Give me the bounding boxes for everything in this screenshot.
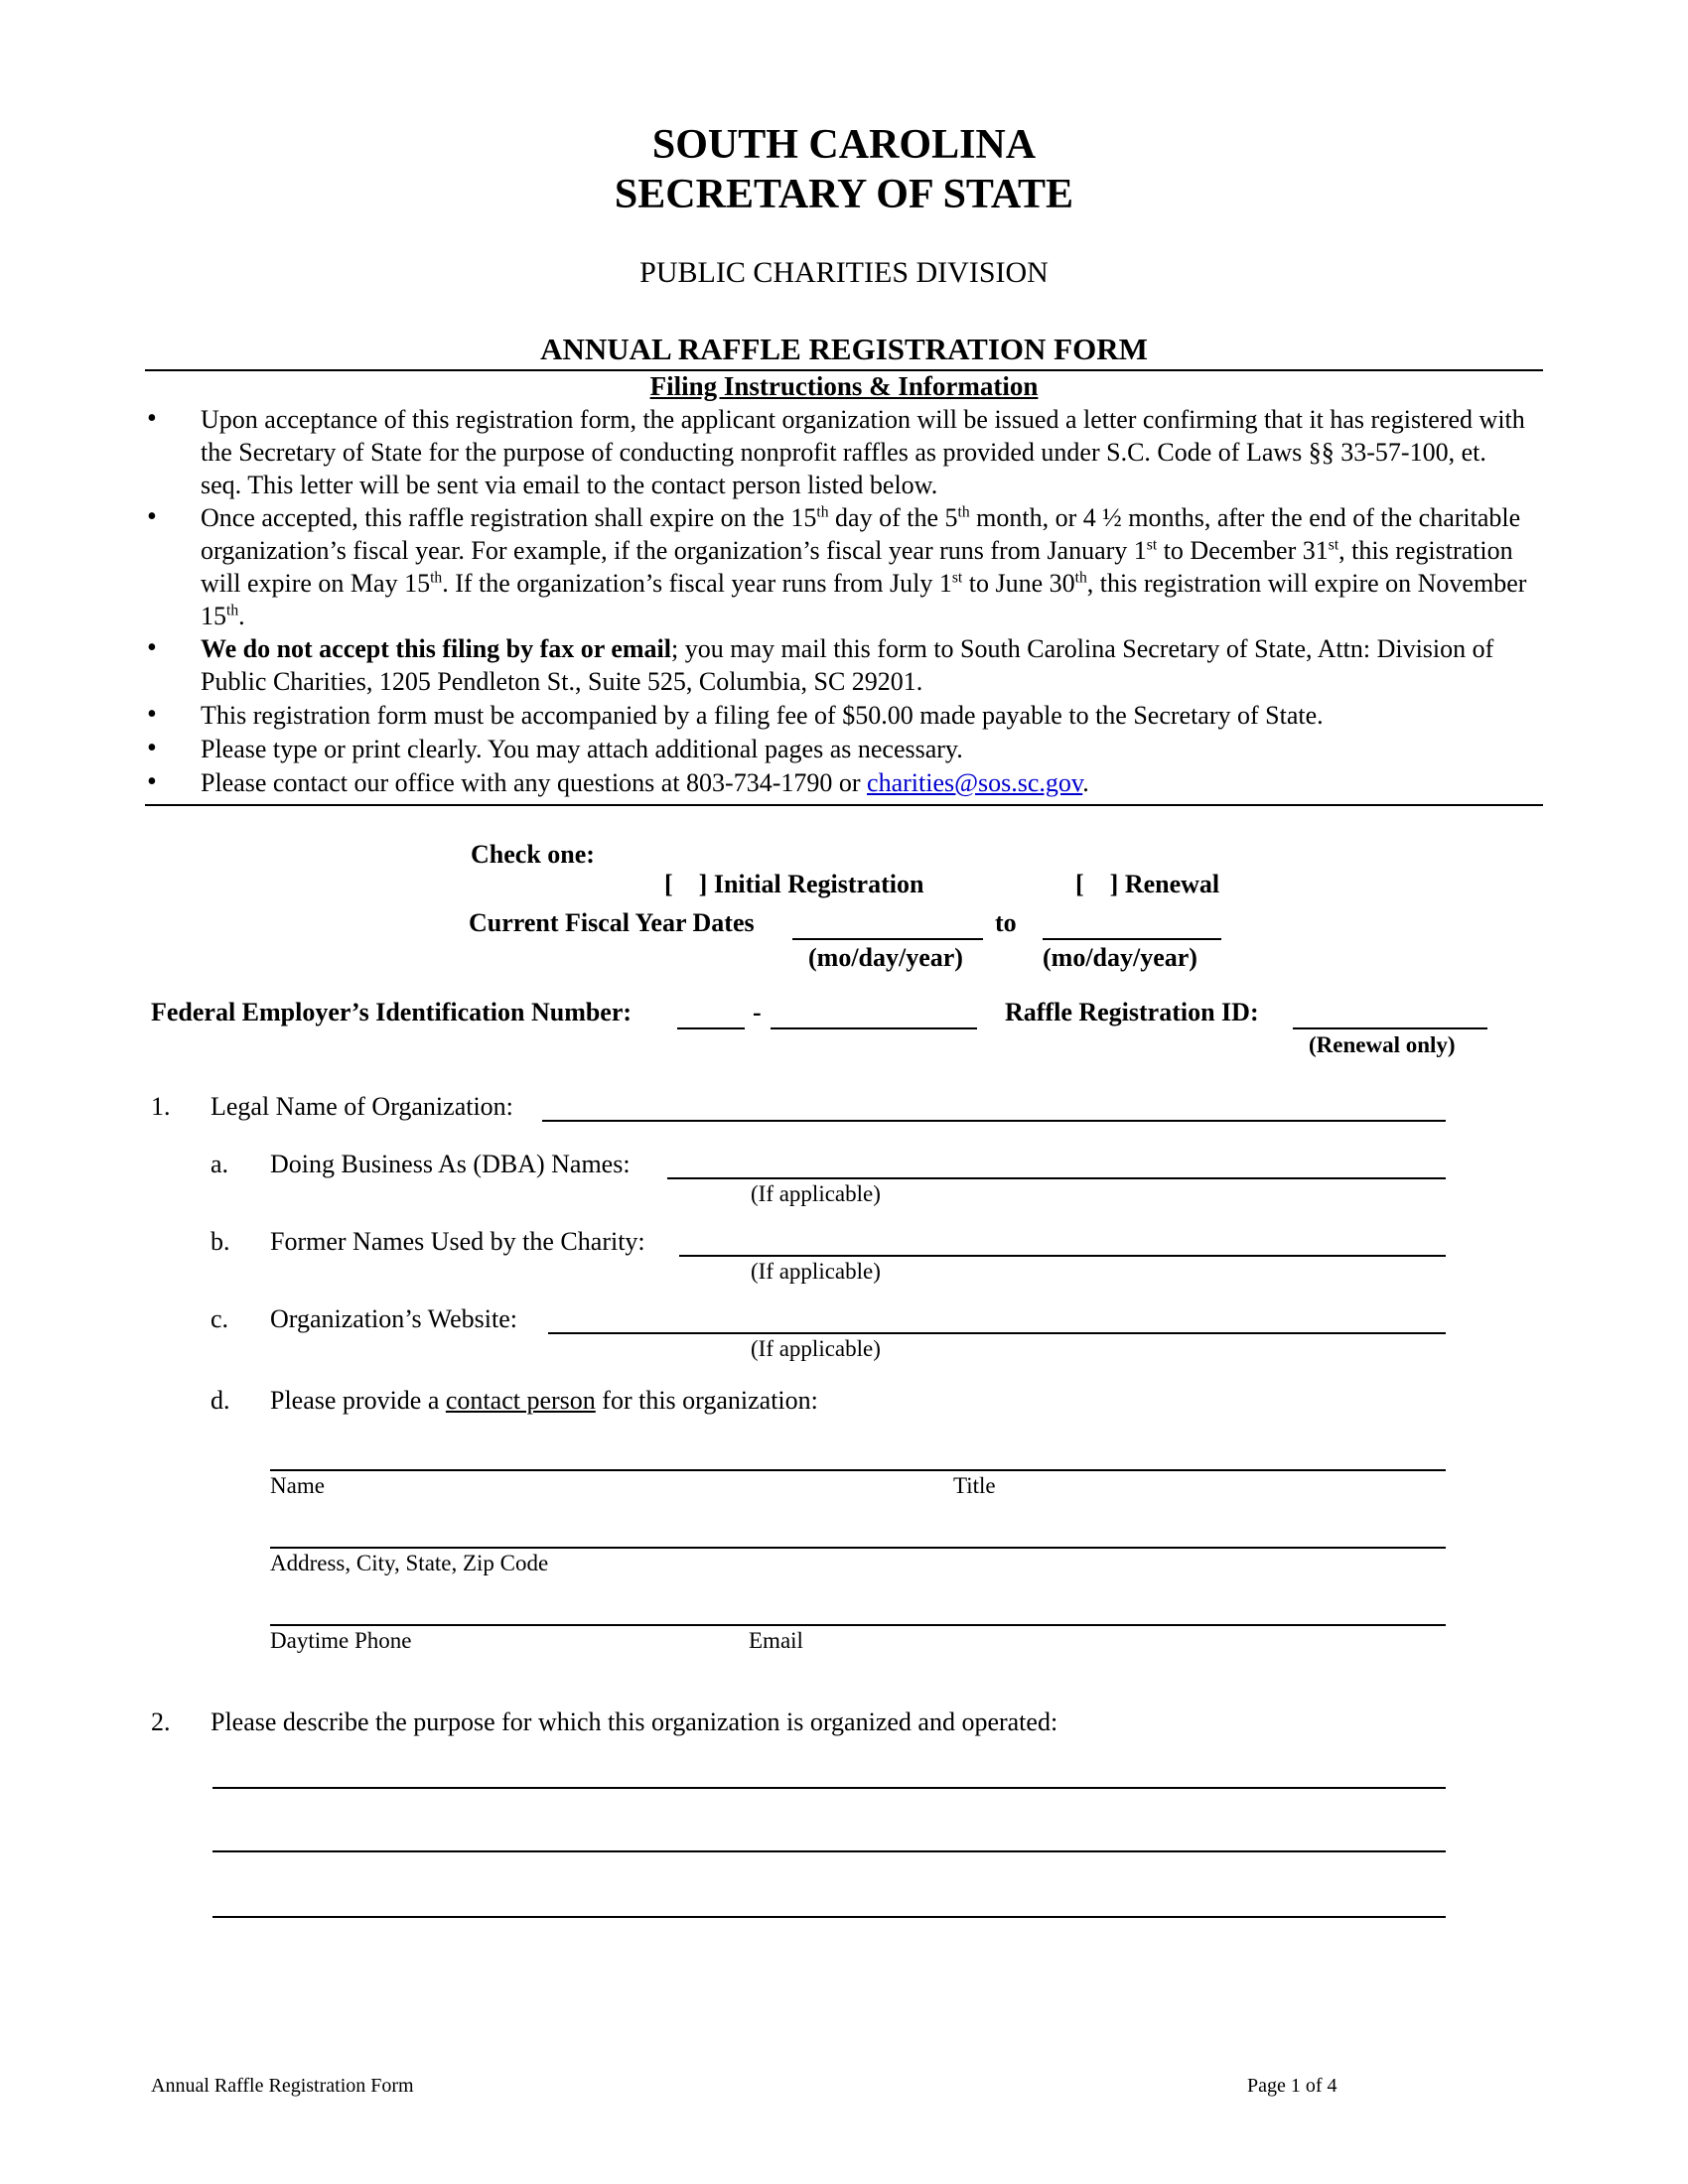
website-if-applicable: (If applicable) xyxy=(751,1336,881,1361)
bullet-dot: • xyxy=(147,501,157,532)
contact-name-label: Name xyxy=(270,1473,325,1498)
contact-email-label: Email xyxy=(749,1628,803,1653)
purpose-input-line-2[interactable] xyxy=(212,1850,1446,1852)
email-link[interactable]: charities@sos.sc.gov xyxy=(867,768,1083,797)
purpose-label: Please describe the purpose for which this organization is organized and operated: xyxy=(211,1707,1058,1736)
initial-registration-checkbox[interactable] xyxy=(651,840,923,899)
division-title: PUBLIC CHARITIES DIVISION xyxy=(639,256,1049,289)
former-names-if-applicable: (If applicable) xyxy=(751,1259,881,1284)
purpose-input-line-1[interactable] xyxy=(212,1787,1446,1789)
raffle-id-input[interactable] xyxy=(1293,1027,1487,1029)
q1-number: 1. xyxy=(151,1092,171,1121)
website-input[interactable] xyxy=(548,1332,1446,1334)
raffle-id-label: Raffle Registration ID: xyxy=(1005,998,1259,1026)
purpose-input-line-3[interactable] xyxy=(212,1916,1446,1918)
fiscal-end-hint: (mo/day/year) xyxy=(1043,943,1197,972)
dba-label: Doing Business As (DBA) Names: xyxy=(270,1150,631,1178)
contact-address-label: Address, City, State, Zip Code xyxy=(270,1551,549,1575)
dba-if-applicable: (If applicable) xyxy=(751,1181,881,1206)
instruction-item-3: We do not accept this filing by fax or email; you may mail this form to South Carolina Secretary of State, Attn: Division of Public Charities, 1205 Pendleton St., Suite 525, Columbia, SC 29201. xyxy=(201,634,1494,696)
title-line-1: SOUTH CAROLINA xyxy=(651,122,1037,168)
checkbox-bracket: [ ] xyxy=(664,870,708,898)
initial-registration-label: Initial Registration xyxy=(713,870,924,898)
contact-name-title-input[interactable] xyxy=(270,1469,1446,1471)
bullet-dot: • xyxy=(147,403,157,434)
q1d-letter: d. xyxy=(211,1386,230,1415)
fiscal-to-label: to xyxy=(995,908,1017,937)
title-line-2: SECRETARY OF STATE xyxy=(614,172,1074,217)
instruction-item-4: This registration form must be accompanied by a filing fee of $50.00 made payable to the Secretary of State. xyxy=(201,701,1324,730)
checkbox-bracket: [ ] xyxy=(1075,870,1119,898)
dba-input[interactable] xyxy=(667,1177,1446,1179)
renewal-checkbox[interactable] xyxy=(1062,840,1219,899)
fiscal-start-input[interactable] xyxy=(792,938,983,940)
legal-name-input[interactable] xyxy=(542,1120,1446,1122)
bullet-dot: • xyxy=(147,632,157,663)
fiscal-end-input[interactable] xyxy=(1043,938,1221,940)
bullet-dot: • xyxy=(147,766,157,797)
contact-person-prompt: Please provide a contact person for this organization: xyxy=(270,1386,818,1415)
contact-title-label: Title xyxy=(953,1473,996,1498)
fein-suffix-input[interactable] xyxy=(771,1027,977,1029)
bottom-rule xyxy=(145,804,1543,806)
renewal-only-note: (Renewal only) xyxy=(1309,1032,1456,1057)
check-one-label: Check one: xyxy=(471,840,595,869)
instruction-item-1: Upon acceptance of this registration form, the applicant organization will be issued a letter confirming that it has registered with the Secretary of State for the purpose of conducting nonprofit raffles as provided under S.C. Code of Laws §§ 33-57-100, et. seq. This letter will be sent via email to the contact person listed below. xyxy=(201,405,1525,499)
form-title: ANNUAL RAFFLE REGISTRATION FORM xyxy=(540,332,1148,366)
instruction-item-2: Once accepted, this raffle registration shall expire on the 15th day of the 5th month, or 4 ½ months, after the end of the charitable organization’s fiscal year. For example, if the organization’s fiscal year runs from January 1st to December 31st, this registration will expire on May 15th. If the organization’s fiscal year runs from July 1st to June 30th, this registration will expire on November 15th. xyxy=(201,503,1527,630)
former-names-label: Former Names Used by the Charity: xyxy=(270,1227,645,1256)
fiscal-year-label: Current Fiscal Year Dates xyxy=(469,908,755,937)
footer-form-name: Annual Raffle Registration Form xyxy=(151,2075,414,2097)
renewal-label: Renewal xyxy=(1124,870,1220,898)
instructions-heading: Filing Instructions & Information xyxy=(649,371,1039,401)
contact-phone-label: Daytime Phone xyxy=(270,1628,412,1653)
q2-number: 2. xyxy=(151,1707,171,1736)
footer-page-number: Page 1 of 4 xyxy=(1247,2075,1337,2097)
fiscal-start-hint: (mo/day/year) xyxy=(808,943,963,972)
former-names-input[interactable] xyxy=(679,1255,1446,1257)
contact-address-input[interactable] xyxy=(270,1547,1446,1549)
fein-dash: - xyxy=(753,998,762,1026)
instruction-item-6: Please contact our office with any questions at 803-734-1790 or charities@sos.sc.gov. xyxy=(201,768,1089,797)
q1b-letter: b. xyxy=(211,1227,230,1256)
contact-phone-email-input[interactable] xyxy=(270,1624,1446,1626)
website-label: Organization’s Website: xyxy=(270,1304,517,1333)
legal-name-label: Legal Name of Organization: xyxy=(211,1092,513,1121)
instruction-item-5: Please type or print clearly. You may attach additional pages as necessary. xyxy=(201,735,963,763)
bullet-dot: • xyxy=(147,733,157,763)
q1c-letter: c. xyxy=(211,1304,229,1333)
q1a-letter: a. xyxy=(211,1150,229,1178)
fein-prefix-input[interactable] xyxy=(677,1027,745,1029)
bullet-dot: • xyxy=(147,699,157,730)
fein-label: Federal Employer’s Identification Number: xyxy=(151,998,633,1026)
